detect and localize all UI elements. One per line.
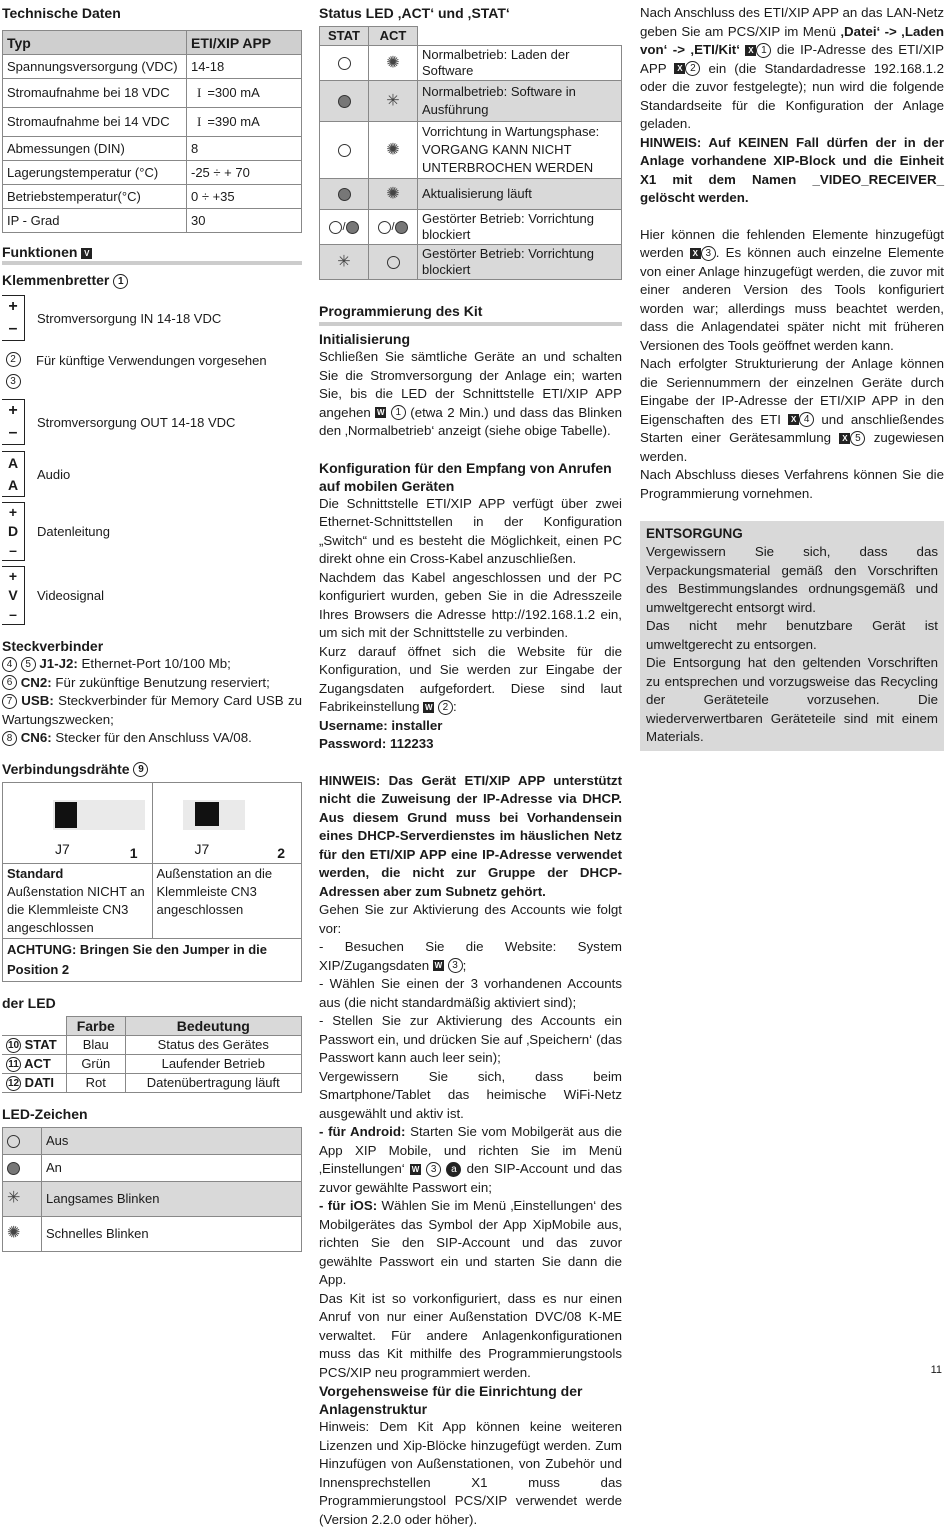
- steck-item: [2, 692, 302, 729]
- password: Password: 112233: [319, 736, 434, 751]
- act-cell: [369, 122, 418, 179]
- kit-note: Das Kit ist so vorkonfiguriert, dass es nur einen Anruf von nur einer Außenstation DVC/08 K-ME verwaltet. Für andere Anlagenkonfigurationen muss das Kit mithilfe des Programmierungstools PCS/XIP neu programmiert werden.: [319, 1290, 622, 1380]
- ios-label: - für iOS:: [319, 1198, 378, 1213]
- jumper-graphic: [55, 802, 77, 828]
- verb-title: [2, 760, 302, 778]
- ref-badge: W: [434, 961, 443, 971]
- akt-step1: - Besuchen Sie die Website: System XIP/Zugangsdaten W 3 ;: [319, 939, 622, 973]
- terminal-numbers: [2, 349, 24, 393]
- p2-text-a: Hier können die fehlenden Elemente hinzugefügt werden: [640, 226, 944, 260]
- terminal-label: Datenleitung: [37, 523, 110, 539]
- callout-number: 2: [438, 700, 453, 715]
- led-on-icon: [395, 221, 408, 234]
- max-symbol: I: [197, 114, 202, 129]
- callout-number: 1: [756, 43, 771, 58]
- stat-cell: [320, 81, 369, 122]
- tech-header-typ: Typ: [3, 31, 187, 55]
- akt-step3: - Stellen Sie zur Aktivierung des Accounts ein Passwort ein, und drücken Sie auf ‚Speichern‘ (das Passwort kann auch leer sein);: [319, 1013, 622, 1065]
- p1-menu: ‚Datei‘ -> ‚Laden von‘ -> ‚ETI/Kit‘: [640, 23, 944, 57]
- status-title: Status LED ‚ACT‘ und ‚STAT‘: [319, 5, 510, 21]
- funktionen-label: Funktionen: [2, 244, 78, 260]
- callout-number: 4: [2, 657, 17, 672]
- ledz-symbol: [3, 1154, 42, 1181]
- terminal-power-out: [2, 397, 302, 447]
- konf-p2: Nachdem das Kabel angeschlossen und der PC konfiguriert wurden, geben Sie in die Adresszeile Ihres Browsers die Adresse http://192.168.1.2 ein, um sich mit der Schnittstelle zu verbinden.: [319, 569, 622, 640]
- ledz-symbol: [3, 1127, 42, 1154]
- led-off-icon: [338, 57, 351, 70]
- callout-number: 2: [685, 61, 700, 76]
- tech-value: [187, 108, 302, 137]
- jumper-pos2-cell: [152, 782, 302, 863]
- led-farbe: Grün: [67, 1054, 126, 1073]
- steck-list: [2, 655, 302, 748]
- p1-text-c: die IP-Adresse des ETI/XIP APP: [640, 42, 944, 76]
- tech-label: Stromaufnahme bei 14 VDC: [3, 108, 187, 137]
- klemmen-label: Klemmenbretter: [2, 272, 110, 288]
- ents-p2: Das nicht mehr benutzbare Gerät ist umweltgerecht zu entsorgen.: [646, 618, 938, 652]
- led-fast-blink-icon: ✺: [7, 1224, 21, 1242]
- ledz-label: Schnelles Blinken: [42, 1216, 302, 1251]
- led-slow-blink-icon: ✳: [337, 253, 351, 271]
- callout-number: 11: [6, 1057, 21, 1072]
- tech-value-text: =300 mA: [207, 85, 260, 100]
- column-middle: [319, 4, 622, 1529]
- terminal-reserved: [2, 347, 302, 395]
- status-desc: Vorrichtung in Wartungsphase: VORGANG KANN NICHT UNTERBROCHEN WERDEN: [418, 122, 622, 179]
- steck-key: CN2:: [20, 674, 52, 690]
- led-name: DATI: [24, 1074, 54, 1090]
- terminal-symbols: + D –: [2, 502, 25, 561]
- akt-intro: Gehen Sie zur Aktivierung des Accounts wie folgt vor:: [319, 902, 622, 936]
- led-fast-blink-icon: ✺: [386, 141, 400, 159]
- std-cell: [3, 863, 153, 938]
- ref-badge: W: [377, 408, 385, 418]
- callout-number: 10: [7, 1039, 20, 1051]
- led-fast-blink-icon: ✺: [386, 185, 400, 203]
- terminal-label: Audio: [37, 466, 71, 482]
- steck-key: J1-J2:: [39, 656, 78, 671]
- blank-cell: [2, 1016, 67, 1035]
- j7-label: J7: [194, 840, 210, 857]
- callout-number: 3: [6, 374, 21, 389]
- p2-text-b: . Es können auch einzelne Elemente von einer Anlage hinzugefügt werden, die zuvor mit einer anderen Version des Tools konfiguriert worden war; allerdings muss beachtet werden, dass die Anlagendatei später nicht mit früheren Versionen des Tools geöffnet werden kann.: [640, 245, 944, 353]
- jumper-pos1-cell: [3, 782, 153, 863]
- tech-label: Abmessungen (DIN): [3, 137, 187, 161]
- callout-number: 7: [2, 694, 17, 709]
- std-text: Außenstation NICHT an die Klemmleiste CN3 angeschlossen: [7, 883, 145, 935]
- p3-text-c: zugewiesen werden.: [640, 430, 944, 464]
- klemmen-title: [2, 271, 302, 289]
- led-bedeutung: Status des Gerätes: [125, 1035, 301, 1054]
- led-on-icon: [346, 221, 359, 234]
- akt-step2: - Wählen Sie einen der 3 vorhandenen Accounts aus (die nicht standardmäßig aktiviert sind);: [319, 976, 622, 1010]
- jumper-graphic: [195, 802, 219, 826]
- funktionen-title: [2, 243, 302, 265]
- android-text: Starten Sie vom Mobilgerät aus die App XIP Mobile, und richten Sie im Menü ‚Einstellungen‘: [319, 1124, 623, 1176]
- status-desc: Normalbetrieb: Laden der Software: [418, 46, 622, 81]
- led-on-icon: [338, 95, 351, 108]
- act-cell: [369, 81, 418, 122]
- jumper-table: [2, 782, 302, 982]
- ledz-table: [2, 1127, 302, 1252]
- led-slow-blink-icon: ✳: [386, 92, 400, 110]
- callout-number: 6: [2, 675, 17, 690]
- terminal-label: Für künftige Verwendungen vorgesehen: [36, 353, 267, 368]
- position-number: 1: [129, 844, 138, 861]
- achtung-note: ACHTUNG: Bringen Sie den Jumper in die Position 2: [3, 938, 302, 981]
- position-number: 2: [277, 844, 285, 861]
- terminal-label: Videosignal: [37, 587, 104, 603]
- blank-cell: [418, 27, 622, 46]
- username: Username: installer: [319, 717, 443, 733]
- ledz-symbol: [3, 1181, 42, 1216]
- p2: [640, 226, 944, 356]
- steck-text: Ethernet-Port 10/100 Mb;: [77, 656, 231, 671]
- ref-badge: W: [411, 1164, 420, 1174]
- callout-number: 5: [21, 657, 36, 672]
- status-table: [319, 26, 622, 280]
- p1-text-a: Nach Anschluss des ETI/XIP APP an das LAN-Netz geben Sie am PCS/XIP im Menü: [640, 5, 944, 39]
- p3-text-a: Nach erfolgter Strukturierung der Anlage können die Seriennummern der einzelnen Geräte durch Eingabe der IP-Adresse der ETI/XIP APP in den Eigenschaften des ETI: [640, 356, 944, 427]
- callout-number: 3: [426, 1162, 441, 1177]
- tech-label: IP - Grad: [3, 209, 187, 233]
- std-title: Standard: [7, 865, 64, 881]
- p3: [640, 355, 944, 466]
- led-on-icon: [338, 188, 351, 201]
- ref-badge: X: [745, 45, 756, 56]
- tech-label: Lagerungstemperatur (°C): [3, 161, 187, 185]
- column-right: [640, 4, 944, 751]
- status-desc: Aktualisierung läuft: [418, 179, 622, 210]
- terminal-symbols: + –: [2, 399, 25, 445]
- ref-badge: X: [690, 248, 701, 259]
- act-cell: [369, 245, 418, 280]
- init-text-b: (etwa 2 Min.) und dass das Blinken den ‚Normalbetrieb‘ anzeigt (siehe obige Tabelle).: [319, 404, 622, 438]
- terminal-symbols: A A: [2, 451, 25, 497]
- callout-number: 5: [850, 431, 865, 446]
- stat-cell: /: [320, 210, 369, 245]
- ref-badge: X: [839, 433, 850, 444]
- status-head-act: ACT: [369, 27, 418, 46]
- stat-cell: [320, 46, 369, 81]
- led-bedeutung: Laufender Betrieb: [125, 1054, 301, 1073]
- p1: [640, 4, 944, 134]
- status-desc: Normalbetrieb: Software in Ausführung: [418, 81, 622, 122]
- vorg-title: Vorgehensweise für die Einrichtung der Anlagenstruktur: [319, 1383, 583, 1417]
- stat-cell: [320, 179, 369, 210]
- akt-step4: Vergewissern Sie sich, dass beim Smartphone/Tablet das heimische WiFi-Netz ausgewählt und aktiv ist.: [319, 1068, 622, 1121]
- status-head-stat: STAT: [320, 27, 369, 46]
- funktionen-badge: V: [81, 248, 92, 259]
- led-fast-blink-icon: ✺: [386, 54, 400, 72]
- led-farbe: Rot: [67, 1073, 126, 1092]
- callout-number: 4: [799, 412, 814, 427]
- ledz-symbol: [3, 1216, 42, 1251]
- android-text2: den SIP-Account und das zuvor gewählte Passwort ein;: [319, 1161, 622, 1195]
- android-step: [319, 1123, 622, 1197]
- status-desc: Gestörter Betrieb: Vorrichtung blockiert: [418, 245, 622, 280]
- tech-header-model: ETI/XIP APP: [187, 31, 302, 55]
- terminal-label: Stromversorgung OUT 14-18 VDC: [37, 414, 236, 430]
- ents-p3: Die Entsorgung hat den geltenden Vorschriften zu entsprechen und vorzugsweise das Recycling der Geräteteile vorzusehen. Die wiederverwertbaren Geräteteile sind mit einem Materials.: [646, 655, 938, 744]
- tech-value: 14-18: [187, 55, 302, 79]
- act-cell: /: [369, 210, 418, 245]
- page-number: 11: [930, 1364, 942, 1376]
- callout-number: 2: [6, 352, 21, 367]
- led-farbe: Blau: [67, 1035, 126, 1054]
- tech-label: Betriebstemperatur(°C): [3, 185, 187, 209]
- init-text: [319, 348, 622, 441]
- ledz-label: Aus: [42, 1127, 302, 1154]
- terminal-data: [2, 501, 302, 561]
- akt-step1-text: - Besuchen Sie die Website: System XIP/Zugangsdaten: [319, 939, 622, 973]
- led-bedeutung: Datenübertragung läuft: [125, 1073, 301, 1092]
- jumper-pos2-image: [153, 794, 302, 852]
- steck-text: Für zukünftige Benutzung reserviert;: [51, 674, 270, 690]
- konf-p1: Die Schnittstelle ETI/XIP APP verfügt über zwei Ethernet-Schnittstellen in der Konfiguration „Switch“ und es besteht die Möglichkeit, einen PC direkt ohne ein Cross-Kabel anzuschließen.: [319, 495, 622, 566]
- terminal-audio: [2, 449, 302, 499]
- alt-text: Außenstation an die Klemmleiste CN3 angeschlossen: [156, 865, 273, 917]
- ledz-label: Langsames Blinken: [42, 1181, 302, 1216]
- led-on-icon: [7, 1162, 20, 1175]
- stat-cell: [320, 245, 369, 280]
- callout-number: 1: [391, 405, 406, 420]
- led-off-icon: [329, 221, 342, 234]
- hinweis-xip: HINWEIS: Auf KEINEN Fall dürfen der in der Anlage vorhandene XIP-Block und die Einheit X1 mit dem Namen _VIDEO_RECEIVER_ gelöscht werden.: [640, 134, 944, 205]
- steck-title: Steckverbinder: [2, 638, 104, 654]
- terminal-symbols: + –: [2, 295, 25, 341]
- led-name-cell: [2, 1073, 67, 1092]
- init-text-a: Schließen Sie sämtliche Geräte an und schalten Sie die Stromversorgung der Anlage ein; warten Sie, bis die LED der Schnittstelle ETI/XIP APP angehen: [319, 349, 622, 420]
- p3-text-b: und anschließendes Starten einer Gerätesammlung: [640, 411, 944, 445]
- jumper-pos1-image: [3, 794, 152, 852]
- max-symbol: I: [197, 85, 202, 100]
- led-name-cell: [2, 1054, 67, 1073]
- ents-p1: Vergewissern Sie sich, dass das Verpackungsmaterial gemäß den Vorschriften des Bestimmungslandes ordnungsgemäß und umweltgerecht entsorgt wird.: [646, 544, 938, 615]
- led-name: ACT: [24, 1055, 51, 1071]
- stat-cell: [320, 122, 369, 179]
- steck-text: Stecker für den Anschluss VA/08.: [51, 730, 252, 745]
- steck-item: [2, 729, 302, 748]
- ents-title: ENTSORGUNG: [646, 526, 743, 541]
- p4: Nach Abschluss dieses Verfahrens können Sie die Programmierung vornehmen.: [640, 467, 944, 501]
- led-slow-blink-icon: ✳: [7, 1189, 21, 1207]
- ios-step: [319, 1197, 622, 1290]
- ledz-title: LED-Zeichen: [2, 1105, 88, 1122]
- steck-item: [2, 655, 302, 674]
- callout-letter: a: [446, 1162, 461, 1177]
- tech-value: 8: [187, 137, 302, 161]
- hinweis-dhcp: HINWEIS: Das Gerät ETI/XIP APP unterstützt nicht die Zuweisung der IP-Adresse via DHCP. Aus diesem Grund muss bei Vorhandensein eines DHCP-Serverdienstes im häuslichen Netz für den ETI/XIP APP eine IP-Adresse verwendet werden, die nicht zur Gruppe der DHCP-Adressen aber zum Subnetz gehört.: [319, 772, 622, 899]
- terminal-symbols: + V –: [2, 566, 25, 625]
- terminal-list: [2, 293, 302, 625]
- terminal-power-in: [2, 293, 302, 343]
- led-name-cell: [2, 1035, 67, 1054]
- terminal-label: Stromversorgung IN 14-18 VDC: [37, 310, 222, 326]
- led-head-bedeutung: Bedeutung: [125, 1016, 301, 1035]
- steck-text: Steckverbinder für Memory Card USB zu Wartungszwecken;: [2, 693, 302, 727]
- ref-badge: X: [788, 414, 799, 425]
- tech-label: Stromaufnahme bei 18 VDC: [3, 79, 187, 108]
- led-head-farbe: Farbe: [67, 1016, 126, 1035]
- callout-number: 1: [113, 274, 128, 289]
- tech-table: [2, 30, 302, 233]
- column-left: [2, 4, 302, 1252]
- tech-value: 0 ÷ +35: [187, 185, 302, 209]
- led-off-icon: [387, 256, 400, 269]
- tech-label: Spannungsversorgung (VDC): [3, 55, 187, 79]
- callout-number: 9: [133, 762, 148, 777]
- derled-title: der LED: [2, 994, 56, 1011]
- vorg-text: Hinweis: Dem Kit App können keine weiteren Lizenzen und Xip-Blöcke hinzugefügt werden. Zum Hinzufügen von Außenstationen, von Zubehör und Innensprechstellen X1 muss das Programmierungstool PCS/XIP verwendet werde (Version 2.2.0 oder höher).: [319, 1419, 622, 1527]
- tech-value-text: =390 mA: [207, 114, 260, 129]
- entsorgung-box: [640, 521, 944, 751]
- status-desc: Gestörter Betrieb: Vorrichtung blockiert: [418, 210, 622, 245]
- tech-value: [187, 79, 302, 108]
- ref-badge: W: [424, 702, 433, 712]
- tech-title: Technische Daten: [2, 5, 121, 21]
- ref-badge: X: [674, 63, 685, 74]
- android-label: - für Android:: [319, 1124, 406, 1139]
- prog-title: Programmierung des Kit: [319, 302, 622, 326]
- callout-number: 3: [448, 958, 463, 973]
- led-table: [2, 1016, 302, 1093]
- led-off-icon: [378, 221, 391, 234]
- steck-key: USB:: [21, 693, 54, 708]
- verb-label: Verbindungsdrähte: [2, 760, 130, 777]
- ledz-label: An: [42, 1154, 302, 1181]
- act-cell: [369, 46, 418, 81]
- j7-label: J7: [55, 840, 70, 857]
- led-off-icon: [338, 144, 351, 157]
- steck-item: [2, 674, 302, 693]
- ios-text: Wählen Sie im Menü ‚Einstellungen‘ des Mobilgerätes das Symbol der App XipMobile aus, richten Sie den SIP-Account und das zuvor gewählte Passwort ein und starten Sie dann die App.: [319, 1198, 622, 1287]
- led-name: STAT: [24, 1036, 57, 1052]
- konf-title: Konfiguration für den Empfang von Anrufen auf mobilen Geräten: [319, 459, 612, 494]
- p1-text-d: ein (die Standardadresse 192.168.1.2 oder die zuvor festgelegte); nun wird die folgende Standardseite für die Konfiguration der Anlage geladen.: [640, 60, 945, 131]
- tech-value: 30: [187, 209, 302, 233]
- tech-value: -25 ÷ + 70: [187, 161, 302, 185]
- konf-p3-text: Kurz darauf öffnet sich die Website für die Konfiguration, und Sie werden zur Eingabe der Zugangsdaten aufgefordert. Diese sind laut Fabrikeinstellung: [319, 643, 622, 714]
- callout-number: 12: [7, 1077, 20, 1089]
- act-cell: [369, 179, 418, 210]
- init-title: Initialisierung: [319, 331, 411, 347]
- callout-number: 8: [2, 731, 17, 746]
- terminal-video: [2, 565, 302, 625]
- led-off-icon: [7, 1135, 20, 1148]
- callout-number: 3: [701, 246, 716, 261]
- steck-key: CN6:: [20, 730, 52, 745]
- konf-p3: Kurz darauf öffnet sich die Website für die Konfiguration, und Sie werden zur Eingabe der Zugangsdaten aufgefordert. Diese sind laut Fabrikeinstellung W 2 :: [319, 643, 622, 714]
